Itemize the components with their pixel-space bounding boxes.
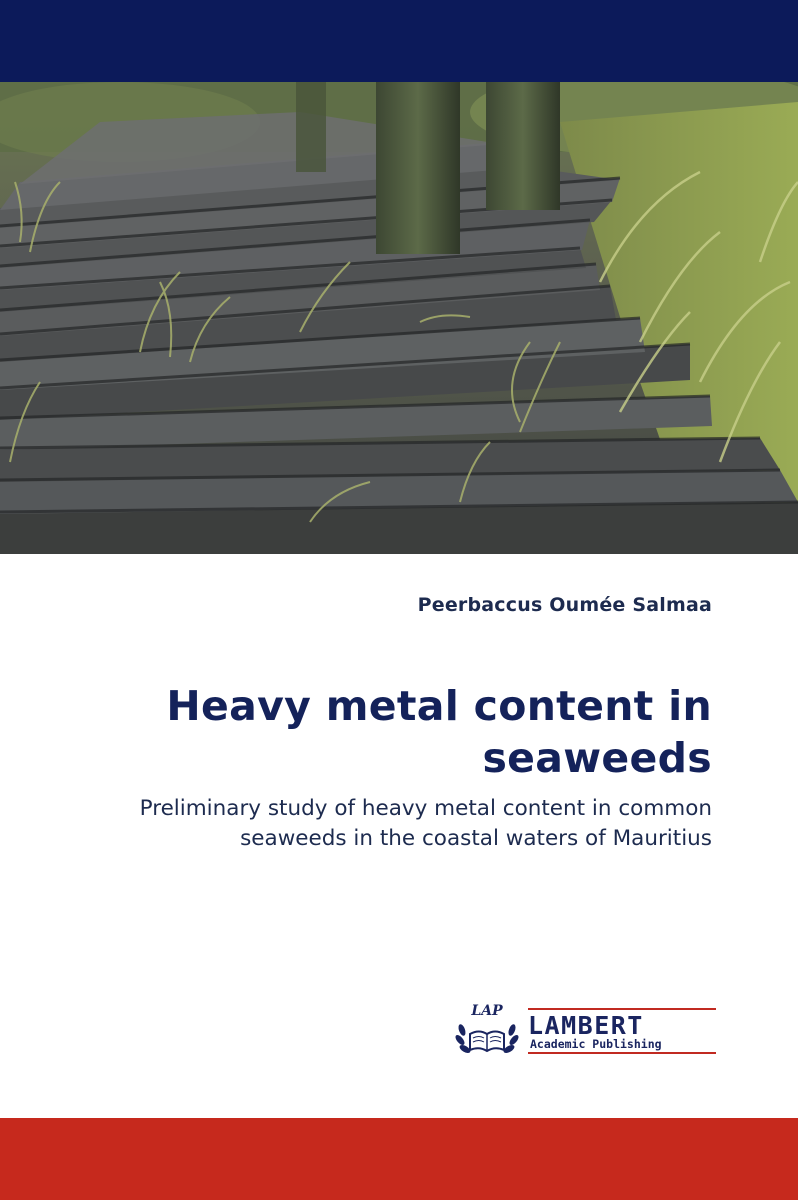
logo-rule-bottom	[528, 1052, 716, 1054]
logo-lap-text: LAP	[471, 1003, 503, 1019]
publisher-logo	[452, 1000, 722, 1062]
book-title: Heavy metal content in seaweeds	[166, 682, 712, 782]
bottom-color-band	[0, 1118, 798, 1200]
author-name: Peerbaccus Oumée Salmaa	[417, 594, 712, 616]
publisher-name: LAMBERT	[528, 1011, 644, 1040]
top-color-band	[0, 0, 798, 82]
publisher-tagline: Academic Publishing	[530, 1037, 662, 1051]
cover-photo-boardwalk	[0, 82, 798, 554]
book-subtitle: Preliminary study of heavy metal content in common seaweeds in the coastal waters of Mauritius	[139, 796, 712, 851]
logo-rule-top	[528, 1008, 716, 1010]
